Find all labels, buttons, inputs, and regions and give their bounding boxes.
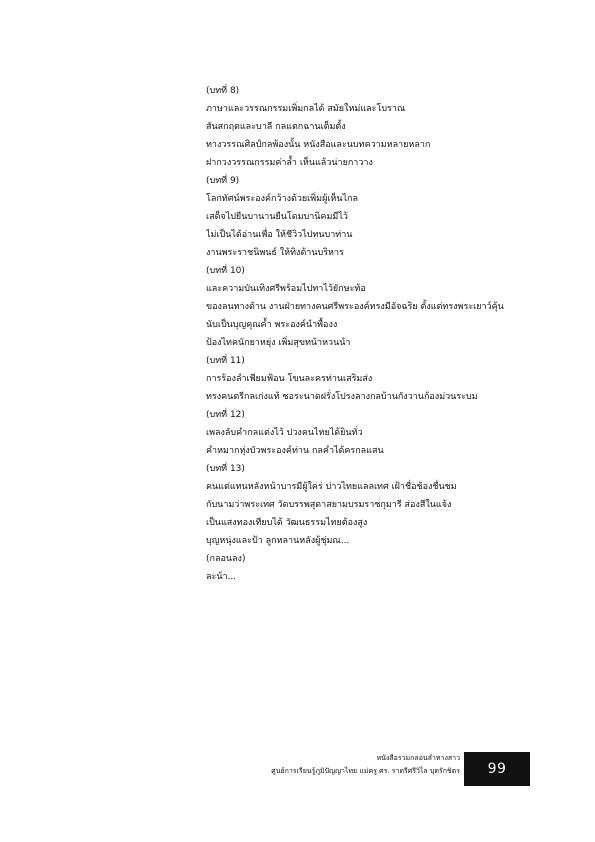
poem-line: บุญหนุ่งและป้า ลูกหลานหลังผู้ชุ่มณ...: [206, 536, 350, 546]
page-footer: [240, 752, 536, 788]
page-number: 99: [487, 761, 507, 777]
poem-line: (บทที่ 9): [206, 176, 240, 186]
poem-line: งานพระราชนิพนธ์ ให้ทิงด้านบริหาร: [206, 248, 344, 258]
page-number-box: [464, 752, 530, 786]
poem-line: (บทที่ 10): [206, 266, 245, 276]
poem-line: กับนามว่าพระเทศ วัดบรรพสุดาสยามบรมราชกุมารี ส่องสีในแจ้ง: [206, 500, 452, 510]
footer-text: [240, 752, 460, 778]
poem-line: การร้องลำเพียมฟ้อน โขนละครท่านเสริมส่ง: [206, 374, 373, 384]
poem-line: เสด็จไปยืนบานานยืนโดมบานิคมมีไว้: [206, 212, 348, 222]
poem-line: นับเป็นบุญคุณค้ำ พระองค์นำพื้องง: [206, 320, 338, 330]
footer-book-title: หนังสือรวมกลอนลำทางสาว: [376, 754, 460, 762]
poem-line: โลกทัศน์พระองค์กว้างด้วยเพิ่มผู้เห็นไกล: [206, 194, 359, 204]
poem-line: คนแต่แทนหลังหน้าบารมีผู้ใคร่ บ่าวไทยแลลเทศ เฝ้าชื่อช้องชื่นชม: [206, 482, 457, 492]
poem-line: เป็นแสงทองเทียบได้ วัฒนธรรมไทยต้องสูง: [206, 518, 368, 528]
poem-line: ไม่เป็นได้อ่านเพื่อ ให้ชีวิวไปทนบาท่าน: [206, 230, 353, 240]
poem-line: และความบันเทิงศรีพร้อมไปทาไว้ยักษะท้อ: [206, 284, 366, 294]
footer-publisher: ศูนย์การเรียนรู้ภูมิปัญญาไทย แม่ครู ศร. ราตรีศรีวิไล บุตรักชิตร: [271, 767, 460, 775]
poem-line: (บทที่ 13): [206, 464, 245, 474]
poem-line: (บทที่ 12): [206, 410, 245, 420]
poem-line: คำหมากหุ่งบัวพระองค์ท่าน กลคำได้ครกลแสน: [206, 446, 384, 456]
poem-line: ของลนทางด้าน งานฝ่ายทางคนศรีพระองค์ทรงมีอัจฉริย ตั้งแต่ทรงพระเยาว์คุ้น: [206, 302, 504, 312]
poem-line: สันสกฤตและบาลี กลแตกฉานเต็มตั้ง: [206, 122, 346, 132]
poem-line: ฝากวงวรรณกรรมค่าล้ำ เห็นแล้วน่ายกาวาง: [206, 158, 373, 168]
poem-line: ทรงคนตรีกลเก่งแท้ ซอระนาดฝรั่งโปรงลางกลบ้านกังวานก้องม่วนระบม: [206, 392, 478, 402]
poem-line: (กลอนลง): [206, 554, 246, 564]
poem-body: [206, 82, 536, 586]
poem-line: ละน้า...: [206, 572, 237, 582]
poem-line: ภาษาและวรรณกรรมเพิ่มกลได้ สมัยใหม่และโบราณ: [206, 104, 406, 114]
poem-line: เพลงลับคำกลแต่งไว้ ปวงคนไทยได้ยินทั่ว: [206, 428, 363, 438]
poem-line: ทางวรรณศิลป์กลพ้องนั้น หนังสือและนบทความหลายหลาก: [206, 140, 431, 150]
poem-line: ป้องไทคนักยาหยุ่ง เพิ่มสุขทน้าหวนนำ: [206, 338, 351, 348]
poem-line: (บทที่ 11): [206, 356, 245, 366]
poem-line: (บทที่ 8): [206, 86, 240, 96]
